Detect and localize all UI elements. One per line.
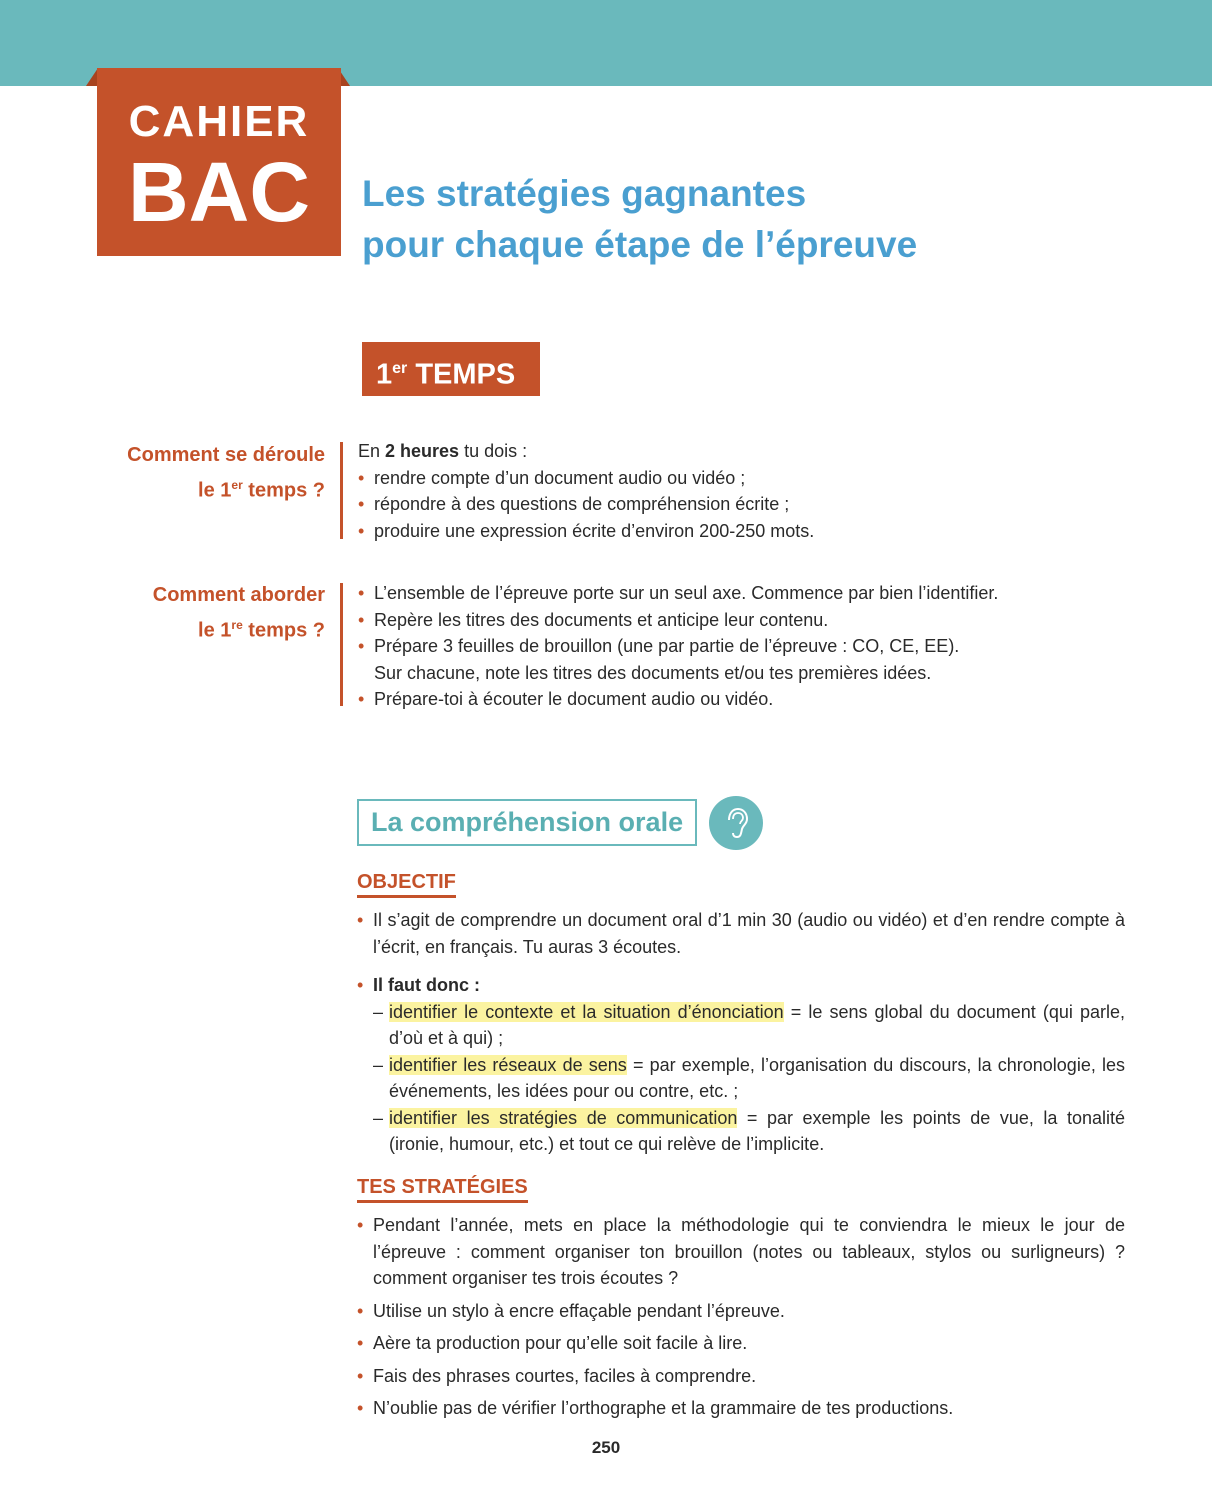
list-item: • Repère les titres des documents et anticipe leur contenu. (358, 607, 998, 634)
ear-icon (709, 796, 763, 850)
banner-bac: BAC (128, 145, 310, 239)
question-text: le 1 (198, 479, 232, 502)
section-title: La compréhension orale (357, 799, 697, 846)
highlight-text: identifier le contexte et la situation d’énonciation (389, 1001, 784, 1022)
temps-label: TEMPS (415, 358, 516, 391)
list-item: • répondre à des questions de compréhension écrite ; (358, 491, 814, 518)
question-text: temps ? (242, 619, 325, 642)
list-text: Prépare 3 feuilles de brouillon (une par partie de l’épreuve : CO, CE, EE). (374, 636, 960, 656)
highlight-text: identifier les réseaux de sens (389, 1054, 627, 1075)
question-text: le 1 (198, 619, 232, 642)
banner-cahier: CAHIER (128, 97, 310, 146)
question-text: temps ? (242, 479, 325, 502)
intro-text: tu dois : (459, 441, 528, 461)
list-item: • Aère ta production pour qu’elle soit facile à lire. (357, 1330, 1125, 1357)
dash-text: = le sens global du document (qui parle, d’où et à qui) ; (389, 1001, 1126, 1048)
objectif-heading: OBJECTIF (357, 869, 456, 898)
list-item: • N’oublie pas de vérifier l’orthographe et la grammaire de tes productions. (357, 1395, 1125, 1422)
highlight-text: identifier les stratégies de communication (389, 1107, 738, 1128)
intro-bold: 2 heures (385, 441, 460, 461)
cahier-bac-banner (97, 68, 341, 256)
aborder-block (358, 580, 998, 713)
strategies-heading: TES STRATÉGIES (357, 1174, 528, 1203)
question-line: Comment aborder (152, 584, 325, 606)
list-bold: Il faut donc : (373, 975, 480, 995)
intro-text: En (358, 441, 386, 461)
temps-num: 1 (376, 358, 393, 391)
list-item: • L’ensemble de l’épreuve porte sur un seul axe. Commence par bien l’identifier. (358, 580, 998, 607)
dash-item (373, 1105, 1125, 1158)
list-item: • Utilise un stylo à encre effaçable pendant l’épreuve. (357, 1298, 1125, 1325)
list-text: Sur chacune, note les titres des documents et/ou tes premières idées. (374, 662, 932, 683)
divider (340, 583, 343, 706)
list-item (357, 972, 1125, 1158)
list-item: • Il s’agit de comprendre un document oral d’1 min 30 (audio ou vidéo) et d’en rendre compte à l’écrit, en français. Tu auras 3 écoutes. (357, 907, 1125, 960)
list-item (358, 633, 998, 686)
objectif-list (357, 907, 1125, 1164)
temps-badge (362, 342, 540, 396)
dash-text: = par exemple les points de vue, la tonalité (ironie, humour, etc.) et tout ce qui relève de l’implicite. (389, 1107, 1125, 1154)
question-sup: er (231, 478, 243, 492)
temps-sup: er (392, 360, 408, 377)
title-line: pour chaque étape de l’épreuve (362, 224, 918, 265)
question-line: Comment se déroule (127, 444, 325, 466)
list-item: • Fais des phrases courtes, faciles à comprendre. (357, 1363, 1125, 1390)
dash-text: = par exemple, l’organisation du discours, la chronologie, les événements, les idées pour ou contre, etc. ; (389, 1054, 1125, 1101)
list-item: • produire une expression écrite d’environ 200-250 mots. (358, 518, 814, 545)
question-label (127, 440, 325, 506)
page-number: 250 (591, 1438, 621, 1457)
title-line: Les stratégies gagnantes (362, 173, 807, 214)
page-title (362, 168, 917, 270)
dash-item (373, 1052, 1125, 1105)
deroulement-block (358, 438, 814, 544)
list-item: • Pendant l’année, mets en place la méthodologie qui te conviendra le mieux le jour de l’épreuve : comment organiser ton brouillon (notes ou tableaux, stylos ou surligneurs) ? comment organiser tes trois écoutes ? (357, 1212, 1125, 1292)
list-item: • rendre compte d’un document audio ou vidéo ; (358, 465, 814, 492)
dash-item (373, 999, 1125, 1052)
list-item: • Prépare-toi à écouter le document audio ou vidéo. (358, 686, 998, 713)
strategies-list (357, 1212, 1125, 1428)
divider (340, 442, 343, 539)
question-sup: re (231, 618, 243, 632)
question-label (153, 580, 325, 646)
